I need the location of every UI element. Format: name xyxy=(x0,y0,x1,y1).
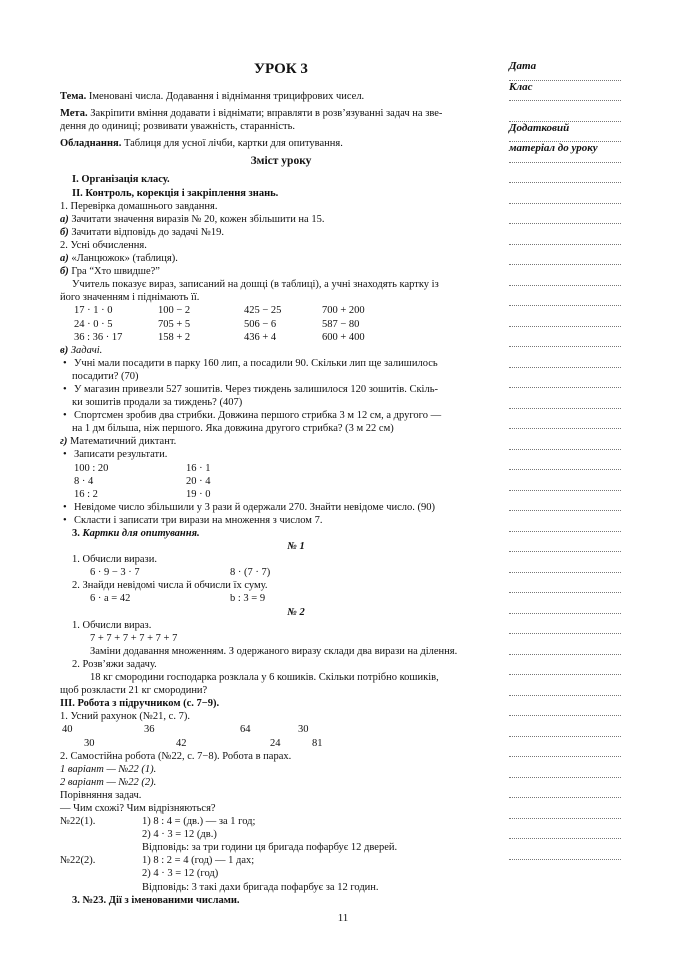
line: Зачитати відповідь до задачі №19. xyxy=(71,226,225,238)
item-marker: а) xyxy=(60,213,69,225)
line: 1. Усний рахунок (№21, с. 7). xyxy=(60,711,190,723)
item-marker: г) xyxy=(60,436,68,448)
solution-line: 2) 4 · 3 = 12 (дв.) xyxy=(142,829,217,841)
notes-line xyxy=(509,286,621,307)
line: його значенням і піднімають її. xyxy=(60,292,200,304)
card-line: щоб розкласти 21 кг смородини? xyxy=(60,685,208,697)
solution-line: Відповідь: 3 такі дахи бригада пофарбує за 12 годин. xyxy=(142,881,379,893)
dict-row: 16 : 2 19 · 0 xyxy=(74,488,211,500)
card-number: № 2 xyxy=(287,606,305,618)
notes-line xyxy=(509,819,621,840)
task-line: • Спортсмен зробив два стрибки. Довжина першого стрибка 3 м 12 см, а другого — xyxy=(60,409,502,422)
notes-line xyxy=(509,491,621,512)
bullet-line: • Записати результати. xyxy=(60,448,502,461)
dict-row: 100 : 20 16 · 1 xyxy=(74,462,211,474)
line: — Чим схожі? Чим відрізняються? xyxy=(60,802,216,814)
line: №23. Дії з іменованими числами. xyxy=(82,894,240,906)
notes-line xyxy=(509,511,621,532)
line: «Ланцюжок» (таблиця). xyxy=(71,253,178,265)
notes-line xyxy=(509,204,621,225)
solution-label: №22(2). xyxy=(60,855,96,867)
card-line: Заміни додавання множенням. З одержаного виразу склади два вирази на ділення. xyxy=(90,645,458,657)
notes-line xyxy=(509,798,621,819)
line: Порівняння задач. xyxy=(60,789,142,801)
card-line: 1. Обчисли вирази. xyxy=(72,554,157,566)
notes-line xyxy=(509,388,621,409)
card-expr-row: 6 · 9 − 3 · 7 8 · (7 · 7) xyxy=(90,567,271,579)
notes-line xyxy=(509,532,621,553)
line: Гра “Хто швидше?” xyxy=(71,266,160,278)
section-2: II. Контроль, корекція і закріплення знань. xyxy=(72,187,279,199)
notes-line xyxy=(509,101,621,122)
expr-row: 24 · 0 · 5 705 + 5 506 − 6 587 − 80 xyxy=(74,318,360,330)
bullet-line: • Скласти і записати три вирази на множення з числом 7. xyxy=(60,514,502,527)
task-line: • Учні мали посадити в парку 160 лип, а посадили 90. Скільки лип ще залишилось xyxy=(60,357,502,370)
line: Зачитати значення виразів № 20, кожен збільшити на 15. xyxy=(71,213,325,225)
expr-row: 36 : 36 · 17 158 + 2 436 + 4 600 + 400 xyxy=(74,331,365,343)
date-field: Дата xyxy=(509,60,621,81)
solution-line: 1) 8 : 4 = (дв.) — за 1 год; xyxy=(142,816,256,828)
expr-row: 17 · 1 · 0 100 − 2 425 − 25 700 + 200 xyxy=(74,305,365,317)
item-marker: а) xyxy=(60,253,69,265)
notes-line xyxy=(509,552,621,573)
notes-line xyxy=(509,573,621,594)
notes-line xyxy=(509,737,621,758)
item-marker: в) xyxy=(60,344,69,356)
class-field: Клас xyxy=(509,81,621,102)
notes-line xyxy=(509,593,621,614)
lesson-body xyxy=(60,60,502,907)
bullet-line: • Невідоме число збільшили у 3 рази й одержали 270. Знайти невідоме число. (90) xyxy=(60,501,502,514)
lesson-title: УРОК 3 xyxy=(254,61,308,77)
extra-material-label: Додатковий xyxy=(509,122,621,143)
tema-text: Іменовані числа. Додавання і віднімання трицифрових чисел. xyxy=(88,91,365,102)
task-line: ки зошитів продали за тиждень? (407) xyxy=(72,397,243,409)
line: 1. Перевірка домашнього завдання. xyxy=(60,200,218,212)
notes-line xyxy=(509,470,621,491)
tema-label: Тема. xyxy=(60,91,87,102)
notes-line xyxy=(509,839,621,860)
notes-line xyxy=(509,757,621,778)
section-1: I. Організація класу. xyxy=(72,174,170,186)
notes-line xyxy=(509,163,621,184)
meta-text-2: дення до одиниці; розвивати уважність, старанність. xyxy=(60,121,295,133)
variant: 2 варіант — №22 (2). xyxy=(60,776,157,788)
item-number: 3. xyxy=(72,894,80,906)
margin-notes xyxy=(509,60,621,860)
card-line: 2. Знайди невідомі числа й обчисли їх суму. xyxy=(72,580,268,592)
item-marker: б) xyxy=(60,226,69,238)
solution-line: Відповідь: за три години ця бригада пофарбує 12 дверей. xyxy=(142,842,398,854)
notes-line xyxy=(509,429,621,450)
dict-row: 8 · 4 20 · 4 xyxy=(74,475,211,487)
notes-line xyxy=(509,655,621,676)
notes-line xyxy=(509,450,621,471)
notes-line xyxy=(509,696,621,717)
solution-line: 1) 8 : 2 = 4 (год) — 1 дах; xyxy=(142,855,255,867)
line: Картки для опитування. xyxy=(82,528,200,539)
numbers-row: 40 36 64 30 xyxy=(62,724,309,736)
notes-line xyxy=(509,409,621,430)
item-marker: б) xyxy=(60,266,69,278)
section-heading: Зміст уроку xyxy=(250,155,312,168)
notes-line xyxy=(509,265,621,286)
solution-line: 2) 4 · 3 = 12 (год) xyxy=(142,868,219,880)
variant: 1 варіант — №22 (1). xyxy=(60,763,157,775)
card-number: № 1 xyxy=(287,541,305,553)
obl-label: Обладнання. xyxy=(60,138,122,150)
notes-line xyxy=(509,778,621,799)
notes-line xyxy=(509,183,621,204)
extra-material-label-2: матеріал до уроку xyxy=(509,142,621,163)
item-number: 3. xyxy=(72,528,80,539)
task-line: на 1 дм більша, ніж першого. Яка довжина другого стрибка? (3 м 22 см) xyxy=(72,423,394,435)
notes-line xyxy=(509,327,621,348)
notes-line xyxy=(509,306,621,327)
line: Математичний диктант. xyxy=(70,436,177,448)
notes-line xyxy=(509,716,621,737)
card-line: 2. Розв’яжи задачу. xyxy=(72,658,157,670)
notes-line xyxy=(509,245,621,266)
card-line: 18 кг смородини господарка розклала у 6 кошиків. Скільки потрібно кошиків, xyxy=(90,672,439,684)
task-line: посадити? (70) xyxy=(72,370,139,382)
page-number: 11 xyxy=(337,912,349,924)
notes-line xyxy=(509,347,621,368)
notes-line xyxy=(509,614,621,635)
line: 2. Самостійна робота (№22, с. 7−8). Робота в парах. xyxy=(60,750,292,762)
section-3: III. Робота з підручником (с. 7−9). xyxy=(60,698,220,710)
notes-line xyxy=(509,224,621,245)
solution-label: №22(1). xyxy=(60,816,96,828)
card-line: 1. Обчисли вираз. xyxy=(72,619,152,631)
meta-text-1: Закріпити вміння додавати і віднімати; вправляти в розв’язуванні задач на зве- xyxy=(90,108,443,120)
card-expr-row: 6 · а = 42 b : 3 = 9 xyxy=(90,593,266,605)
notes-line xyxy=(509,634,621,655)
notes-line xyxy=(509,368,621,389)
meta-label: Мета. xyxy=(60,108,88,120)
line: Учитель показує вираз, записаний на дошці (в таблиці), а учні знаходять картку із xyxy=(72,279,439,291)
card-line: 7 + 7 + 7 + 7 + 7 + 7 xyxy=(90,632,178,644)
numbers-row: 30 42 24 81 xyxy=(84,737,323,749)
obl-text: Таблиця для усної лічби, картки для опитування. xyxy=(123,138,343,150)
line: Задачі. xyxy=(70,344,103,356)
line: 2. Усні обчислення. xyxy=(60,239,147,251)
task-line: • У магазин привезли 527 зошитів. Через тиждень залишилося 120 зошитів. Скіль- xyxy=(60,383,502,396)
notes-line xyxy=(509,675,621,696)
